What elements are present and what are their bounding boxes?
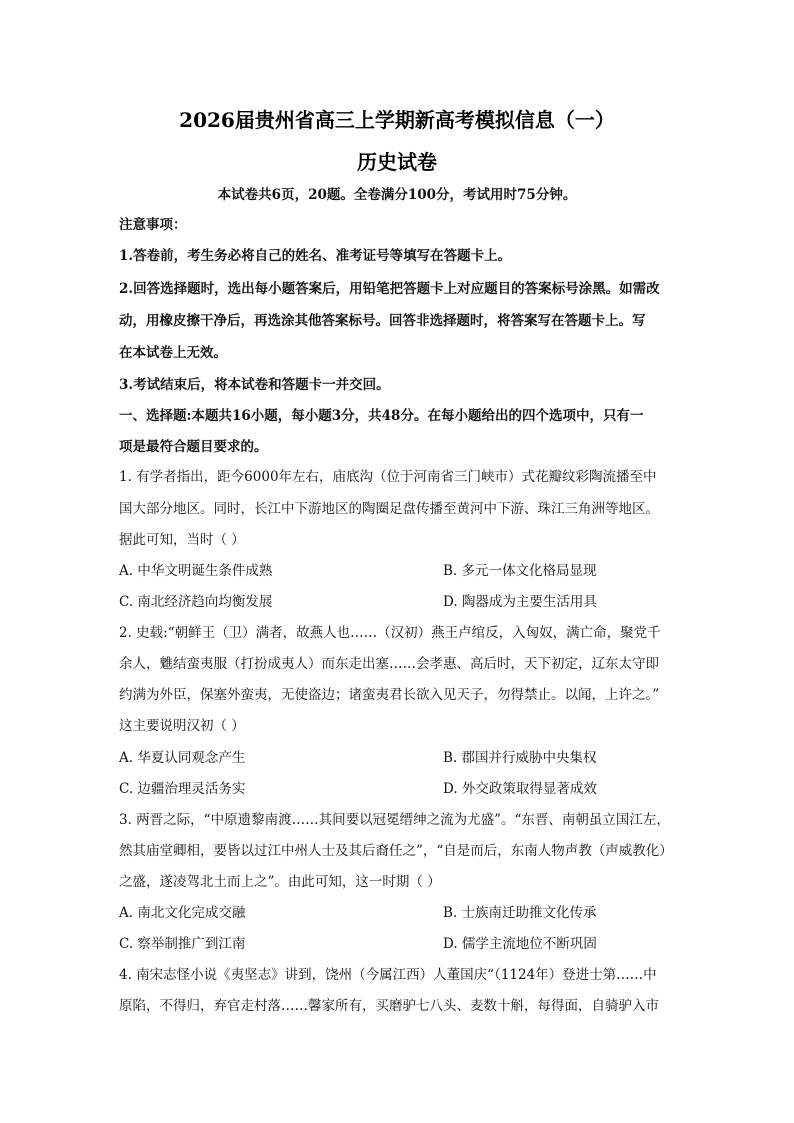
option-b: B. 郡国并行威胁中央集权 (443, 750, 597, 766)
option-a: A. 华夏认同观念产生 (119, 750, 246, 766)
question-text: 3. 两晋之际，“中原遗黎南渡……其间要以冠冕缙绅之流为尤盛”。“东晋、南朝虽立国江左， (119, 812, 670, 828)
option-d: D. 儒学主流地位不断巩固 (443, 936, 597, 952)
notes-item: 2.回答选择题时，选出每小题答案后，用铅笔把答题卡上对应题目的答案标号涂黑。如需改 (119, 281, 660, 297)
option-a: A. 中华文明诞生条件成熟 (119, 563, 273, 579)
question-text: 国大部分地区。同时，长江中下游地区的陶圈足盘传播至黄河中下游、珠江三角洲等地区。 (119, 501, 659, 517)
page-title: 2026届贵州省高三上学期新高考模拟信息（一） (179, 108, 615, 132)
subject-title: 历史试卷 (357, 150, 437, 174)
option-c: C. 察举制推广到江南 (119, 936, 246, 952)
question-text: 然其庙堂卿相，要皆以过江中州人士及其后裔任之”，“自是而后，东南人物声教（声威教化） (119, 843, 673, 859)
question-text: 2. 史载:“朝鲜王（卫）满者，故燕人也……（汉初）燕王卢绾反，入匈奴，满亡命，聚党千 (119, 625, 661, 641)
notes-item: 1.答卷前，考生务必将自己的姓名、准考证号等填写在答题卡上。 (119, 248, 512, 264)
question-text: 原陷，不得归，弃官走村落……馨家所有，买磨驴七八头、麦数十斛，每得面，自骑驴入市 (119, 998, 659, 1014)
exam-info: 本试卷共6页，20题。全卷满分100分，考试用时75分钟。 (217, 187, 577, 203)
option-a: A. 南北文化完成交融 (119, 905, 246, 921)
question-text: 余人，魋结蛮夷服（打扮成夷人）而东走出塞……会孝惠、高后时，天下初定，辽东太守即 (119, 656, 659, 672)
notes-item: 动，用橡皮擦干净后，再选涂其他答案标号。回答非选择题时，将答案写在答题卡上。写 (119, 313, 646, 329)
question-text: 约满为外臣，保塞外蛮夷，无使盗边；诸蛮夷君长欲入见天子，勿得禁止。以闻，上许之。” (119, 687, 660, 703)
question-text: 之盛，遂凌驾北土而上之”。由此可知，这一时期（ ） (119, 874, 441, 890)
notes-item: 3.考试结束后，将本试卷和答题卡一并交回。 (119, 377, 390, 393)
option-b: B. 士族南迁助推文化传承 (443, 905, 597, 921)
notes-item: 在本试卷上无效。 (119, 345, 227, 361)
option-d: D. 外交政策取得显著成效 (443, 781, 597, 797)
section-heading: 项是最符合题目要求的。 (119, 439, 268, 455)
option-c: C. 边疆治理灵活务实 (119, 781, 246, 797)
question-text: 1. 有学者指出，距今6000年左右，庙底沟（位于河南省三门峡市）式花瓣纹彩陶流播至中 (119, 469, 657, 485)
question-text: 据此可知，当时（ ） (119, 532, 245, 548)
section-heading: 一、选择题:本题共16小题，每小题3分，共48分。在每小题给出的四个选项中，只有一 (119, 408, 644, 424)
question-text: 这主要说明汉初（ ） (119, 718, 245, 734)
option-c: C. 南北经济趋向均衡发展 (119, 594, 273, 610)
notes-heading: 注意事项： (119, 217, 187, 233)
option-b: B. 多元一体文化格局显现 (443, 563, 597, 579)
option-d: D. 陶器成为主要生活用具 (443, 594, 597, 610)
question-text: 4. 南宋志怪小说《夷坚志》讲到，饶州（今属江西）人董国庆“（1124年）登进士第……中 (119, 967, 657, 983)
